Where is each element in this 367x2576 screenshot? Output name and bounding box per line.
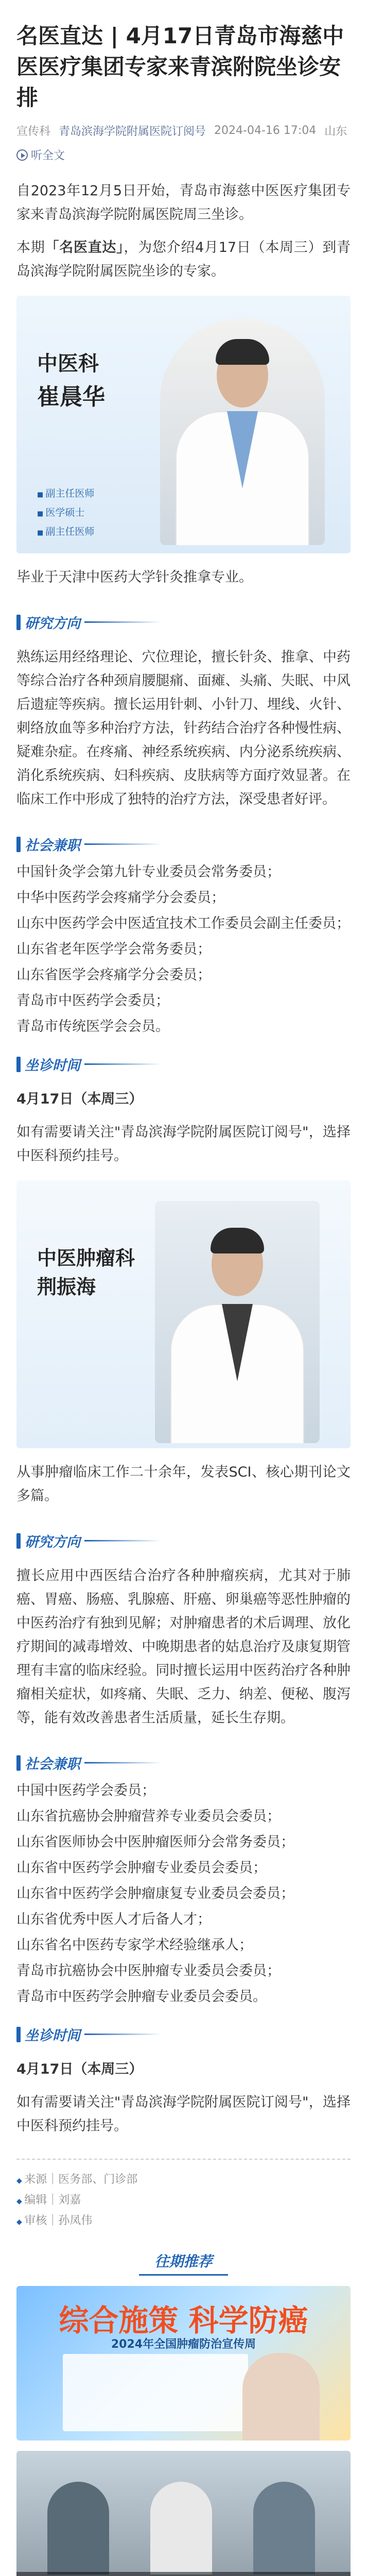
listen-label: 听全文: [31, 149, 65, 162]
doctor1-name: 崔晨华: [37, 384, 105, 410]
intro-suffix: ，为您介绍4月17日（本周三）到青岛滨海学院附属医院坐诊的专家。: [16, 240, 351, 279]
social-item: 山东省医师协会中医肿瘤医师分会常务委员；: [16, 1834, 294, 1850]
doctor2-social-heading: 社会兼职: [16, 1753, 162, 1773]
recommend-caption: [16, 2572, 351, 2576]
recommend-badge: 往期推荐: [139, 2247, 228, 2276]
doctor2-schedule-heading: 坐诊时间: [16, 2024, 162, 2044]
banner-subtitle: 2024年全国肿瘤防治宣传周: [111, 2338, 256, 2351]
article-author: 宣传科: [16, 125, 51, 138]
doctor2-card: [16, 1180, 351, 1448]
credit-reviewer: ◆ 审核｜孙凤伟: [16, 2211, 351, 2232]
social-item: 山东省中医药学会肿瘤专业委员会委员；: [16, 1860, 267, 1876]
doctor2-name: 荆振海: [37, 1276, 96, 1298]
recommend-banner-cancer-week[interactable]: [16, 2286, 351, 2441]
article-meta: [16, 123, 351, 163]
social-item: 山东省名中医药专家学术经验继承人；: [16, 1937, 253, 1953]
doctor1-roles: [37, 485, 94, 542]
doctor1-schedule: 4月17日（本周三）: [16, 1091, 143, 1107]
article-content: [0, 179, 367, 2576]
doctor1-role: ■ 副主任医师: [37, 523, 94, 542]
doctor1-bio: 毕业于天津中医药大学针灸推拿专业。: [16, 569, 253, 585]
social-item: 山东省医学会疼痛学分会委员；: [16, 967, 211, 983]
intro-column-name: 「名医直达」: [45, 240, 124, 256]
play-audio-icon: [16, 149, 28, 161]
doctor1-booking: 如有需要请关注"青岛滨海学院附属医院订阅号"，选择中医科预约挂号。: [16, 1124, 351, 1164]
doctor2-social-list: [16, 1779, 351, 2009]
article-credits: [16, 2170, 351, 2232]
intro-paragraph-1: 自2023年12月5日开始，青岛市海慈中医医疗集团专家来青岛滨海学院附属医院周三坐诊。: [16, 183, 351, 223]
doctor2-schedule: 4月17日（本周三）: [16, 2061, 143, 2077]
intro-prefix: 本期: [16, 240, 45, 256]
doctor1-role: ■ 医学硕士: [37, 504, 94, 523]
social-item: 山东省优秀中医人才后备人才；: [16, 1911, 211, 1927]
doctor1-photo: [160, 318, 325, 545]
article-location: 山东: [324, 125, 347, 138]
recommend-section: [16, 2247, 351, 2276]
listen-button[interactable]: [16, 147, 65, 163]
banner-title: 综合施策 科学防癌: [59, 2303, 308, 2338]
section-divider: [16, 2159, 351, 2160]
social-item: 青岛市传统医学会会员。: [16, 1019, 169, 1035]
social-item: 中国针灸学会第九针专业委员会常务委员；: [16, 864, 281, 880]
doctor2-specialty-heading: 研究方向: [16, 1531, 162, 1551]
credit-source: ◆ 来源｜医务部、门诊部: [16, 2170, 351, 2191]
social-item: 山东中医药学会中医适宜技术工作委员会副主任委员；: [16, 916, 350, 931]
social-item: 山东省中医药学会肿瘤康复专业委员会委员；: [16, 1886, 294, 1902]
doctor2-specialty: 擅长应用中西医结合治疗各种肿瘤疾病，尤其对于肺癌、胃癌、肠癌、乳腺癌、肝癌、卵巢癌等恶性肿瘤的中医药治疗有独到见解；对肿瘤患者的术后调理、放化疗期间的减毒增效、中晚期患者的姑息治疗及康复期管理有丰富的临床经验。同时擅长运用中医药治疗各种肿瘤相关症状，如疼痛、失眠、乏力、纳差、便秘、腹泻等，能有效改善患者生活质量，延长生存期。: [16, 1568, 351, 1726]
doctor1-card: [16, 296, 351, 553]
social-item: 青岛市抗癌协会中医肿瘤专业委员会委员；: [16, 1963, 281, 1979]
social-item: 中国中医药学会委员；: [16, 1783, 155, 1799]
doctor2-booking: 如有需要请关注"青岛滨海学院附属医院订阅号"，选择中医科预约挂号。: [16, 2094, 351, 2134]
social-item: 中华中医药学会疼痛学分会委员；: [16, 890, 225, 906]
article-date: 2024-04-16 17:04: [214, 124, 317, 137]
intro-paragraph-2: [16, 236, 351, 283]
doctor1-social-list: [16, 860, 351, 1039]
banner-panel: [63, 2354, 248, 2431]
doctor2-bio: 从事肿瘤临床工作二十余年，发表SCI、核心期刊论文多篇。: [16, 1464, 351, 1504]
social-item: 青岛市中医药学会委员；: [16, 993, 169, 1009]
social-item: 青岛市中医药学会肿瘤专业委员会委员。: [16, 1989, 267, 2005]
account-name-link[interactable]: 青岛滨海学院附属医院订阅号: [59, 125, 206, 138]
credit-editor: ◆ 编辑｜刘嘉: [16, 2191, 351, 2211]
doctor1-dept: 中医科: [37, 352, 99, 376]
doctor1-specialty-heading: 研究方向: [16, 612, 162, 632]
banner-portrait: [242, 2353, 320, 2441]
doctor2-photo: [155, 1201, 320, 1443]
social-item: 山东省老年医学学会常务委员；: [16, 941, 211, 957]
doctor1-specialty: 熟练运用经络理论、穴位理论，擅长针灸、推拿、中药等综合治疗各种颈肩腰腿痛、面瘫、头痛、失眠、中风后遗症等疾病。擅长运用针刺、小针刀、埋线、火针、刺络放血等多种治疗方法，针药结合治疗各种慢性病、疑难杂症。在疼痛、神经系统疾病、内分泌系统疾病、消化系统疾病、妇科疾病、皮肤病等方面疗效显著。在临床工作中形成了独特的治疗方法，深受患者好评。: [16, 649, 351, 807]
doctor1-schedule-heading: 坐诊时间: [16, 1054, 162, 1074]
article-header: [0, 0, 367, 170]
doctor1-social-heading: 社会兼职: [16, 834, 162, 854]
recommend-article-1[interactable]: [16, 2451, 351, 2576]
doctor1-role: ■ 副主任医师: [37, 485, 94, 504]
social-item: 山东省抗癌协会肿瘤营养专业委员会委员；: [16, 1808, 281, 1824]
article-title: 名医直达 | 4月17日青岛市海慈中医医疗集团专家来青滨附院坐诊安排: [16, 23, 344, 110]
doctor2-dept: 中医肿瘤科: [37, 1247, 135, 1269]
